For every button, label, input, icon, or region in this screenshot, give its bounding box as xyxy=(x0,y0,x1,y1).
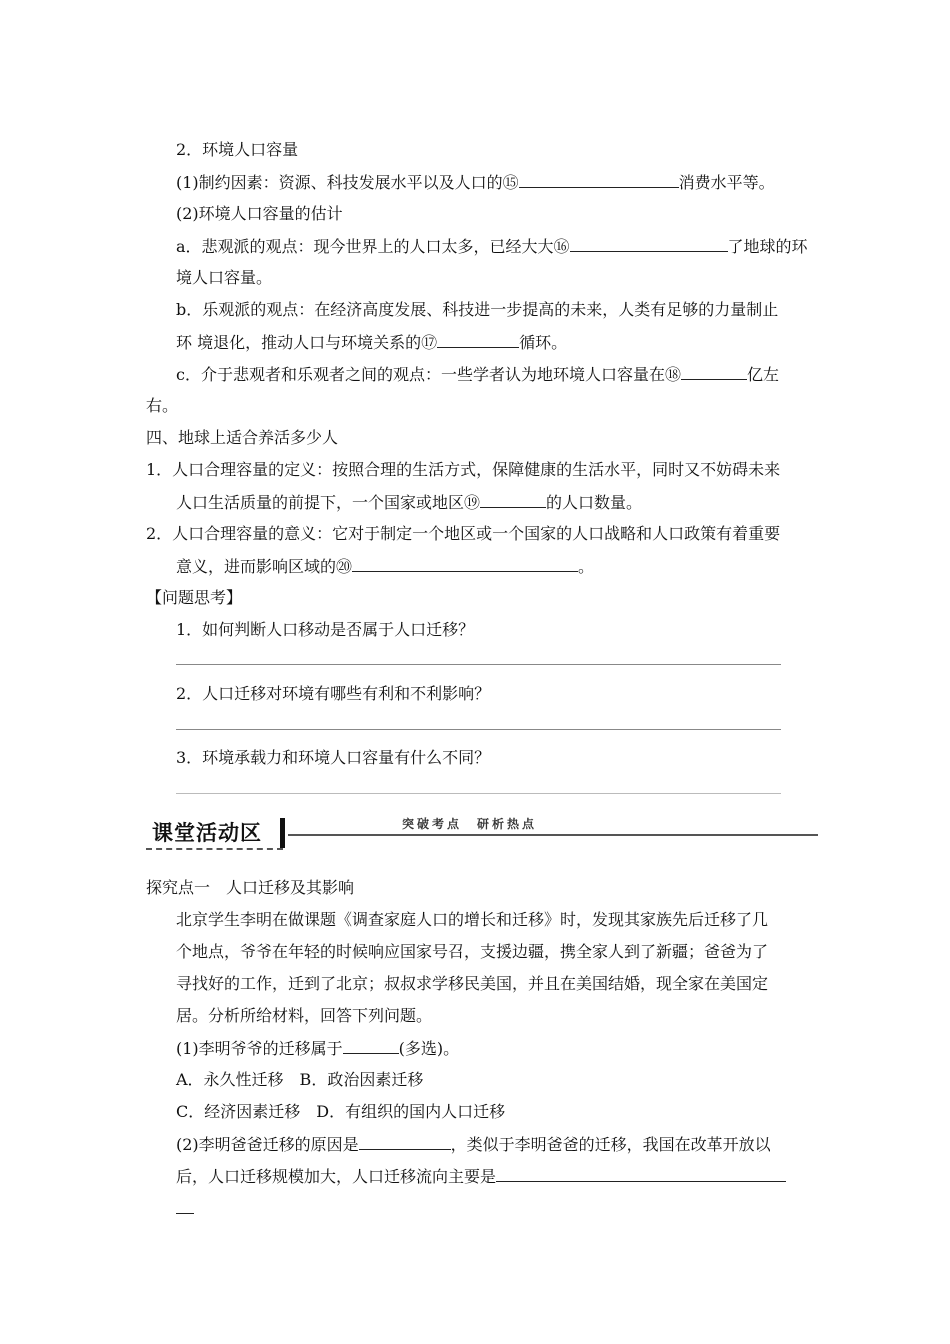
section-heading: 2．环境人口容量 xyxy=(176,140,299,159)
fill-blank[interactable] xyxy=(176,1196,194,1214)
question: 3．环境承载力和环境人口容量有什么不同？ xyxy=(176,748,491,767)
fill-blank[interactable] xyxy=(343,1036,399,1054)
question xyxy=(176,1036,459,1060)
text: 了地球的环 xyxy=(727,237,808,256)
paragraph xyxy=(176,330,567,354)
text-line: 居。分析所给材料，回答下列问题。 xyxy=(176,1006,433,1025)
text-line: 1．人口合理容量的定义：按照合理的生活方式，保障健康的生活水平，同时又不妨碍未来 xyxy=(146,460,781,479)
text: 消费水平等。 xyxy=(678,173,775,192)
text: ，类似于李明爸爸的迁移，我国在改革开放以 xyxy=(450,1135,771,1154)
text-line: b．乐观派的观点：在经济高度发展、科技进一步提高的未来，人类有足够的力量制止 xyxy=(176,300,779,319)
fill-blank-19[interactable] xyxy=(480,490,546,508)
question xyxy=(176,1132,771,1156)
text: (1)李明爷爷的迁移属于 xyxy=(176,1039,343,1058)
text: 后，人口迁移规模加大，人口迁移流向主要是 xyxy=(176,1167,497,1186)
text: (1)制约因素：资源、科技发展水平以及人口的⑮ xyxy=(176,173,519,192)
answer-line[interactable] xyxy=(176,729,781,730)
text: 的人口数量。 xyxy=(546,493,643,512)
option-line: C．经济因素迁移 D．有组织的国内人口迁移 xyxy=(176,1102,506,1121)
answer-line[interactable] xyxy=(176,793,781,794)
fill-blank-17[interactable] xyxy=(437,330,519,348)
text-line: 个地点，爷爷在年轻的时候响应国家号召，支援边疆，携全家人到了新疆；爸爸为了 xyxy=(176,942,769,961)
text-line: 寻找好的工作，迁到了北京；叔叔求学移民美国，并且在美国结婚，现全家在美国定 xyxy=(176,974,769,993)
question: 1．如何判断人口移动是否属于人口迁移？ xyxy=(176,620,475,639)
fill-blank[interactable] xyxy=(496,1164,786,1182)
section-banner xyxy=(146,812,818,852)
text: 。 xyxy=(578,557,595,576)
banner-title: 课堂活动区 xyxy=(146,818,283,850)
fill-blank-continuation[interactable] xyxy=(176,1196,194,1220)
section-heading: 四、地球上适合养活多少人 xyxy=(146,428,339,447)
answer-line[interactable] xyxy=(176,664,781,665)
banner-bar xyxy=(280,818,285,848)
banner-subtitle: 突破考点 研析热点 xyxy=(402,817,538,831)
banner-rule xyxy=(288,834,818,836)
section-heading: 【问题思考】 xyxy=(146,588,243,607)
text: 人口生活质量的前提下，一个国家或地区⑲ xyxy=(176,493,481,512)
paragraph xyxy=(176,362,779,386)
text: 环 境退化，推动人口与环境关系的⑰ xyxy=(176,333,438,352)
sub-heading: (2)环境人口容量的估计 xyxy=(176,204,343,223)
text: 意义，进而影响区域的⑳ xyxy=(176,557,353,576)
text: 循环。 xyxy=(519,333,568,352)
text: c．介于悲观者和乐观者之间的观点：一些学者认为地环境人口容量在⑱ xyxy=(176,365,681,384)
text-line: 北京学生李明在做课题《调查家庭人口的增长和迁移》时，发现其家族先后迁移了几 xyxy=(176,910,769,929)
paragraph xyxy=(176,490,642,514)
fill-blank-18[interactable] xyxy=(681,362,747,380)
text: a．悲观派的观点：现今世界上的人口太多，已经大大⑯ xyxy=(176,237,570,256)
paragraph xyxy=(176,554,594,578)
fill-blank[interactable] xyxy=(359,1132,451,1150)
text-line: 右。 xyxy=(146,396,179,415)
text: (多选)。 xyxy=(398,1039,460,1058)
text-line: 境人口容量。 xyxy=(176,268,273,287)
text-line: 2．人口合理容量的意义：它对于制定一个地区或一个国家的人口战略和人口政策有着重要 xyxy=(146,524,781,543)
paragraph xyxy=(176,234,808,258)
question: 2．人口迁移对环境有哪些有利和不利影响？ xyxy=(176,684,491,703)
option-line: A．永久性迁移 B．政治因素迁移 xyxy=(176,1070,424,1089)
section-heading: 探究点一 人口迁移及其影响 xyxy=(146,878,355,897)
paragraph xyxy=(176,170,775,194)
text: 亿左 xyxy=(746,365,779,384)
fill-blank-15[interactable] xyxy=(519,170,679,188)
text: (2)李明爸爸迁移的原因是 xyxy=(176,1135,359,1154)
fill-blank-16[interactable] xyxy=(570,234,728,252)
fill-blank-20[interactable] xyxy=(352,554,578,572)
question xyxy=(176,1164,786,1188)
